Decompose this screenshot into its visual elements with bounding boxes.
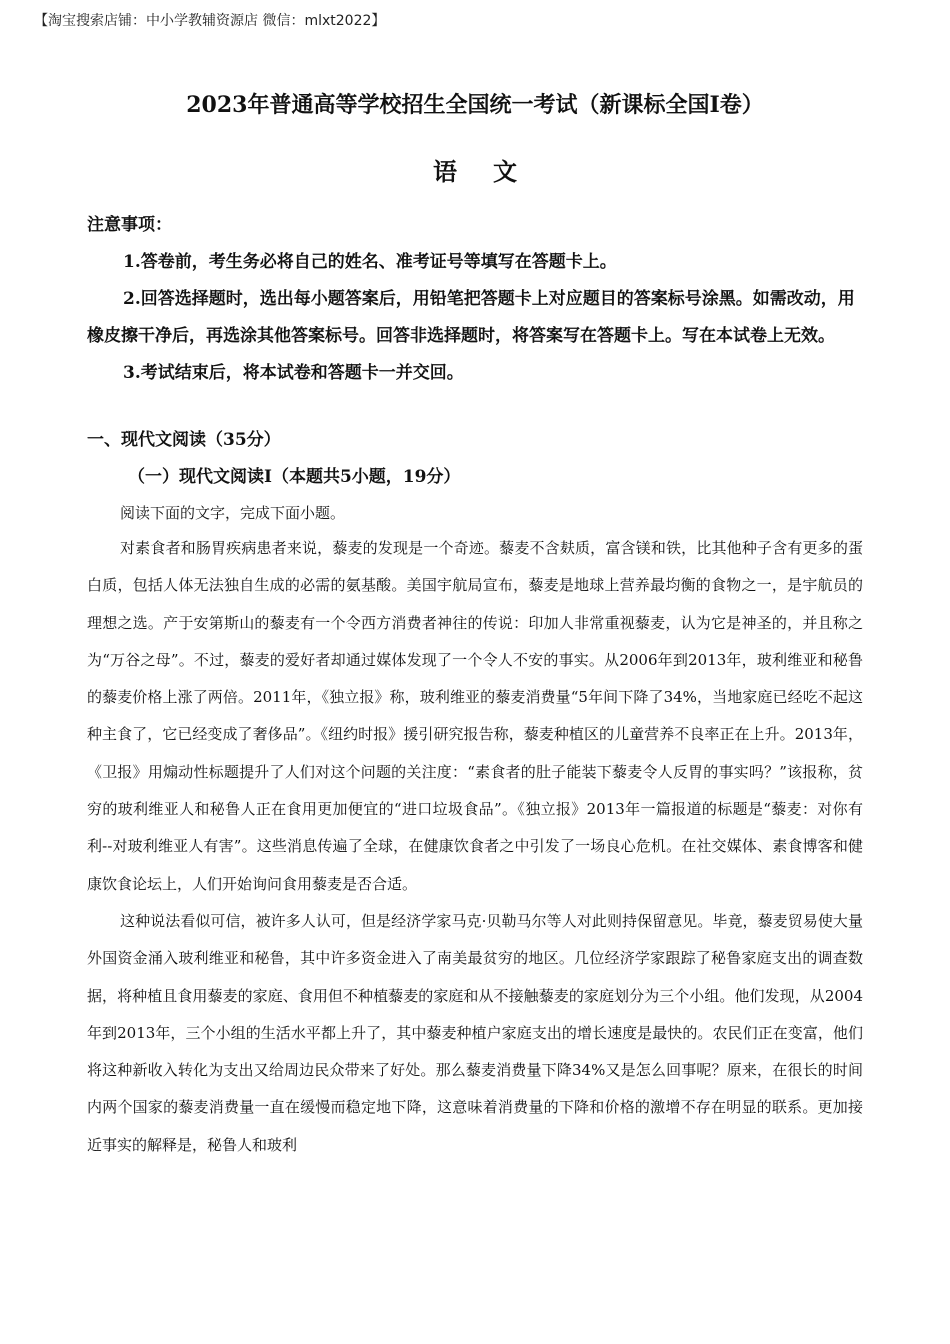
notice-item-2: 2.回答选择题时，选出每小题答案后，用铅笔把答题卡上对应题目的答案标号涂黑。如需改动，用橡皮擦干净后，再选涂其他答案标号。回答非选择题时，将答案写在答题卡上。写在本试卷上无效。 bbox=[87, 289, 855, 346]
section-title: 一、现代文阅读（35分） bbox=[87, 430, 281, 450]
notice-item-3: 3.考试结束后，将本试卷和答题卡一并交回。 bbox=[123, 363, 464, 383]
passage-paragraph-2: 这种说法看似可信，被许多人认可，但是经济学家马克·贝勒马尔等人对此则持保留意见。毕竟，藜麦贸易使大量外国资金涌入玻利维亚和秘鲁，其中许多资金进入了南美最贫穷的地区。几位经济学家跟踪了秘鲁家庭支出的调查数据，将种植且食用藜麦的家庭、食用但不种植藜麦的家庭和从不接触藜麦的家庭划分为三个小组。他们发现，从2004年到2013年，三个小组的生活水平都上升了，其中藜麦种植户家庭支出的增长速度是最快的。农民们正在变富，他们将这种新收入转化为支出又给周边民众带来了好处。那么藜麦消费量下降34%又是怎么回事呢？原来，在很长的时间内两个国家的藜麦消费量一直在缓慢而稳定地下降，这意味着消费量的下降和价格的激增不存在明显的联系。更加接近事实的解释是，秘鲁人和玻利 bbox=[87, 911, 863, 1154]
exam-title: 2023年普通高等学校招生全国统一考试（新课标全国Ⅰ卷） bbox=[186, 92, 764, 118]
subject-title: 语文 bbox=[433, 157, 553, 186]
subsection-title: （一）现代文阅读Ⅰ（本题共5小题，19分） bbox=[128, 467, 461, 487]
passage-paragraph-1: 对素食者和肠胃疾病患者来说，藜麦的发现是一个奇迹。藜麦不含麸质，富含镁和铁，比其他种子含有更多的蛋白质，包括人体无法独自生成的必需的氨基酸。美国宇航局宣布，藜麦是地球上营养最均衡的食物之一，是宇航员的理想之选。产于安第斯山的藜麦有一个令西方消费者神往的传说：印加人非常重视藜麦，认为它是神圣的，并且称之为“万谷之母”。不过，藜麦的爱好者却通过媒体发现了一个令人不安的事实。从2006年到2013年，玻利维亚和秘鲁的藜麦价格上涨了两倍。2011年，《独立报》称，玻利维亚的藜麦消费量“5年间下降了34%，当地家庭已经吃不起这种主食了，它已经变成了奢侈品”。《纽约时报》援引研究报告称，藜麦种植区的儿童营养不良率正在上升。2013年，《卫报》用煽动性标题提升了人们对这个问题的关注度：“素食者的肚子能装下藜麦令人反胃的事实吗？”该报称，贫穷的玻利维亚人和秘鲁人正在食用更加便宜的“进口垃圾食品”。《独立报》2013年一篇报道的标题是“藜麦：对你有利--对玻利维亚人有害”。这些消息传遍了全球，在健康饮食者之中引发了一场良心危机。在社交媒体、素食博客和健康饮食论坛上，人们开始询问食用藜麦是否合适。 bbox=[87, 539, 863, 893]
reading-passage bbox=[87, 530, 863, 1164]
store-watermark: 【淘宝搜索店铺：中小学教辅资源店 微信：mlxt2022】 bbox=[34, 13, 386, 29]
notice-heading: 注意事项： bbox=[87, 215, 172, 235]
notice-item-1: 1.答卷前，考生务必将自己的姓名、准考证号等填写在答题卡上。 bbox=[123, 252, 617, 272]
notice-block bbox=[87, 207, 865, 392]
reading-instruction: 阅读下面的文字，完成下面小题。 bbox=[120, 504, 346, 522]
